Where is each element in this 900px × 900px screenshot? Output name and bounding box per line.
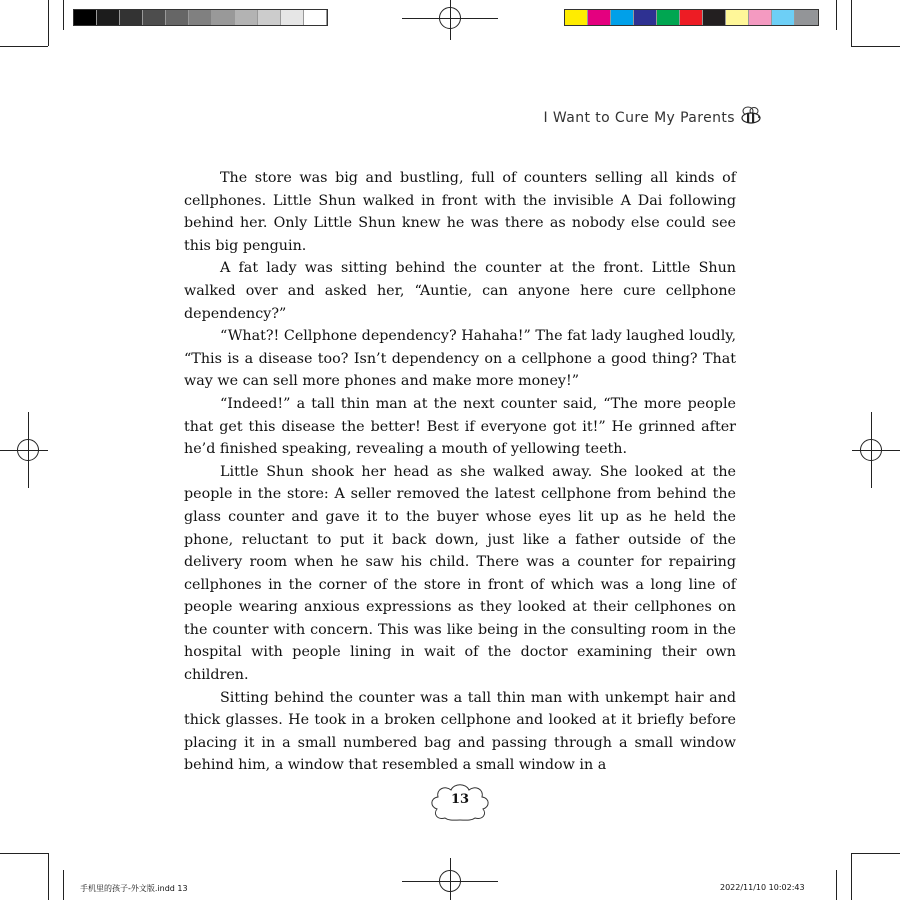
color-swatch (235, 10, 258, 25)
crop-mark (63, 0, 64, 30)
color-swatch (588, 10, 611, 25)
color-swatch (74, 10, 97, 25)
color-swatch (611, 10, 634, 25)
running-header: I Want to Cure My Parents (543, 110, 735, 126)
color-bar (564, 9, 819, 26)
body-text (184, 167, 736, 777)
grayscale-bar (73, 9, 328, 26)
color-swatch (189, 10, 212, 25)
registration-mark (439, 7, 461, 29)
paragraph: “What?! Cellphone dependency? Hahaha!” The fat lady laughed loudly, “This is a disease too? Isn’t dependency on a cellphone a good thing? That way we can sell more phones and make more money!” (184, 328, 736, 390)
crop-mark (836, 0, 837, 30)
color-swatch (143, 10, 166, 25)
color-swatch (565, 10, 588, 25)
color-swatch (680, 10, 703, 25)
color-swatch (97, 10, 120, 25)
color-swatch (212, 10, 235, 25)
paragraph: A fat lady was sitting behind the counter at the front. Little Shun walked over and asked her, “Auntie, can anyone here cure cellphone dependency?” (184, 260, 736, 322)
slug-timestamp: 2022/11/10 10:02:43 (720, 883, 805, 892)
color-swatch (795, 10, 818, 25)
color-swatch (281, 10, 304, 25)
color-swatch (703, 10, 726, 25)
crop-mark (851, 853, 852, 900)
paragraph: Little Shun shook her head as she walked away. She looked at the people in the store: A seller removed the latest cellphone from behind the glass counter and gave it to the buyer whose eyes lit up as he held the phone, reluctant to put it back down, just like a father outside of the delivery room when he saw his child. There was a counter for repairing cellphones in the corner of the store in front of which was a long line of people wearing anxious expressions as they looked at their cellphones on the counter with concern. This was like being in the consulting room in the hospital with people lining in wait of the doctor examining their own children. (184, 463, 736, 684)
bee-icon (738, 106, 764, 126)
crop-mark (48, 0, 49, 46)
crop-mark (836, 870, 837, 900)
paragraph: Sitting behind the counter was a tall thin man with unkempt hair and thick glasses. He took in a broken cellphone and looked at it briefly before placing it in a small numbered bag and passing through a small window behind him, a window that resembled a small window in a (184, 689, 736, 774)
registration-mark (860, 439, 882, 461)
crop-mark (851, 853, 900, 854)
color-swatch (772, 10, 795, 25)
page-number: 13 (450, 792, 470, 807)
crop-mark (0, 853, 48, 854)
crop-mark (851, 46, 900, 47)
crop-mark (851, 0, 852, 46)
color-swatch (726, 10, 749, 25)
color-swatch (657, 10, 680, 25)
color-swatch (634, 10, 657, 25)
color-swatch (258, 10, 281, 25)
registration-mark (439, 870, 461, 892)
paragraph: The store was big and bustling, full of counters selling all kinds of cellphones. Little Shun walked in front with the invisible A Dai following behind her. Only Little Shun knew he was there as nobody else could see this big penguin. (184, 170, 736, 254)
color-swatch (304, 10, 327, 25)
color-swatch (166, 10, 189, 25)
color-swatch (749, 10, 772, 25)
crop-mark (0, 46, 48, 47)
paragraph: “Indeed!” a tall thin man at the next counter said, “The more people that get this disease the better! Best if everyone got it!” He grinned after he’d finished speaking, revealing a mouth of yellowing teeth. (184, 395, 736, 458)
slug-filename: 手机里的孩子-外文版.indd 13 (80, 884, 188, 893)
crop-mark (63, 870, 64, 900)
color-swatch (120, 10, 143, 25)
crop-mark (48, 853, 49, 900)
registration-mark (17, 439, 39, 461)
